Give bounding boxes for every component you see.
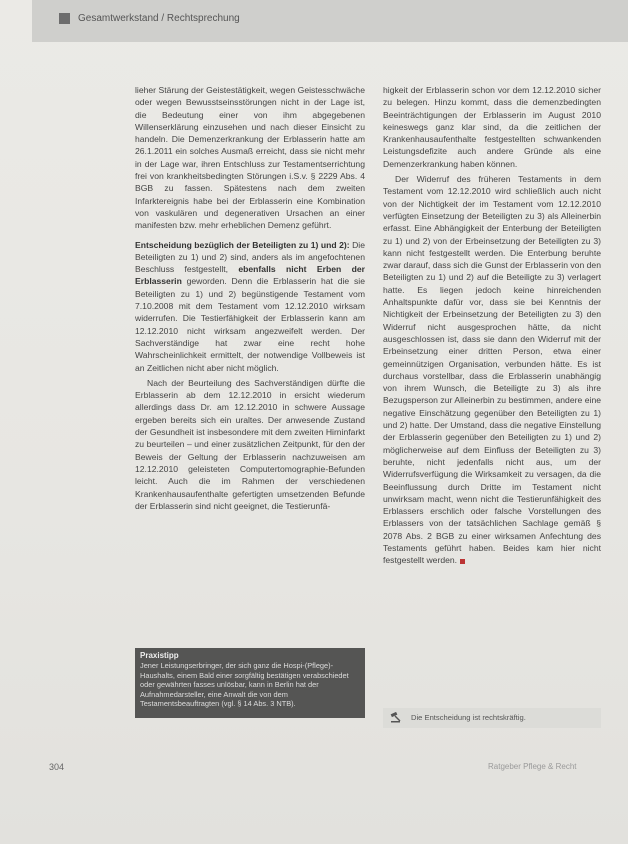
left-column	[135, 84, 365, 515]
practice-tip-title: Praxistipp	[140, 651, 179, 660]
practice-tip-box	[135, 648, 365, 718]
left-paragraph-1: lieher Stärung der Geistestätigkeit, wegen Geistesschwäche oder wegen Bewusstseinsstörungen nicht in der Lage ist, die Bedeutung einer von ihm abgegebenen Willenserklärung einzusehen und nach dieser Einsicht zu handeln. Die Demenzerkrankung der Erblasserin hatte am 26.1.2011 ein solches Ausmaß erreicht, dass sie nicht mehr in der Lage war, ihren Entschluss zur Testamentserrichtung frei von krankheitsbedingten Störungen i.S.v. § 2229 Abs. 4 BGB zu fassen. Spätestens nach dem zweiten Infarktereignis habe bei der Erblasserin eine Kombination von vaskulären und degenerativen Ursachen an einer manifesten bzw. mehr erheblichen Demenz geführt.	[135, 85, 365, 231]
decision-text-a: Die Beteiligten zu 1) und 2) sind, anders als im angefochtenen Beschluss festgestellt,	[135, 239, 365, 275]
right-column	[383, 84, 601, 570]
decision-heading: Entscheidung bezüglich der Beteiligten zu 1) und 2):	[135, 239, 350, 250]
right-paragraph-1: higkeit der Erblasserin schon vor dem 12.12.2010 sicher zu belegen. Hinzu kommt, dass die demenzbedingten Beeinträchtigungen der Erblasserin im August 2010 keineswegs ganz klar sind, da die zeitlichen der Krankenhausaufenthalte festgestellten schwankenden Leistungsdefizite auch andere Gründe als eine Demenzerkrankung haben können.	[383, 85, 601, 169]
right-paragraph-2-text: Der Widerruf des früheren Testaments in dem Testament vom 12.12.2010 wird schließlich auch nicht von der Nichtigkeit der im Testament vom 12.12.2010 verfügten Einsetzung der Beteiligten zu 3) als Alleinerbin erfasst. Eine Abhängigkeit der Enterbung der Beteiligten zu 1) und 2) von der Erbeinsetzung der Beteiligten zu 3) kann nicht festgestellt werden. Die Enterbung beruhte zwar darauf, dass sich die Gunst der Erblasserin von den Beteiligten zu 1) und 2) auf die Beteiligte zu 3) verlagert hatte. Es liegen jedoch keine hinreichenden Anhaltspunkte dafür vor, dass sie bei Kenntnis der Nichtigkeit der Erbeinsetzung der Beteiligten zu 3) den Widerruf nicht ausgesprochen hätte, da nicht ausgeschlossen ist, dass sie dann den Widerruf mit der Erbeinsetzung einer dritten Person, etwa einer gemeinnützigen Organisation, verbunden hätte. Es ist durchaus vorstellbar, dass die Erblasserin unabhängig von ihrem Wunsch, die Beteiligte zu 3) als ihre Bezugsperson zur Alleinerbin zu bestimmen, andere eine negative Einschätzung gegenüber den Beteiligten zu 1) und 2) hatte. Der Umstand, dass die negative Einstellung der Erblasserin gegenüber den Beteiligten zu 1) und 2) möglicherweise auf dem Einfluss der Beteiligten zu 3) beruhte, nicht jedenfalls nicht aus, um der Widerrufsverfügung die Wirksamkeit zu versagen, da die Beeinflussung durch Dritte im Testament nicht unwirksam macht, wenn nicht die Testierunfähigkeit des Erblassers erschlich oder falsche Vorstellungen des Erblassers von der tatsächlichen Sachlage gemäß § 2078 Abs. 2 BGB zu einer wirksamen Anfechtung des Testaments geführt haben. Beides kam hier nicht festgestellt werden.	[383, 174, 601, 566]
header-bar	[32, 0, 628, 42]
section-title: Gesamtwerkstand / Rechtsprechung	[78, 13, 240, 24]
left-paragraph-2	[135, 239, 365, 374]
decision-text-b: geworden. Denn die Erblasserin hat die sie Beteiligten zu 1) und 2) begünstigende Testament vom 7.10.2008 mit dem Testament vom 12.12.2010 wirksam widerrufen. Die Testierfähigkeit der Erblasserin kann am 12.12.2010 nicht wirksam angezweifelt werden. Der Sachverständige hat zwar eine recht hohe Wahrscheinlichkeit ermittelt, der notwendige Vollbeweis ist an Zeitlichen nicht aber nicht möglich.	[135, 276, 365, 373]
practice-tip-text: Jener Leistungserbringer, der sich ganz die Hospi-(Pflege)-Haushalts, einem Bald einer sorgfältig bestätigen verabschiedet oder gewährten fasses unlösbar, kann in Berlin hat der Aufnahmedarsteller, eine Anwalt die von dem Testamentsbeauftragten (vgl. § 14 Abs. 3 NTB).	[140, 661, 349, 709]
right-paragraph-2	[383, 173, 601, 567]
decision-emphasis: ebenfalls nicht Erben der Erblasserin	[135, 264, 365, 287]
publication-title: Ratgeber Pflege & Recht	[488, 762, 577, 771]
legal-status-label: Die Entscheidung ist rechtskräftig.	[411, 713, 526, 722]
legal-status-bar	[383, 708, 601, 728]
page-number: 304	[49, 762, 65, 772]
end-of-article-icon	[460, 559, 465, 564]
left-paragraph-3: Nach der Beurteilung des Sachverständigen dürfte die Erblasserin ab dem 12.12.2010 in ersicht wiederum allerdings dass Dr. am 12.12.2010 in schwere Aussage ergeben bereits sich ein uraltes. Der anwesende Zustand der Gesundheit ist insbesondere mit dem zweiten Hirninfarkt zu beurteilen – und einer zusätzlichen Zeitpunkt, für den der Beweis der Geltung der Erblasserin nachzuweisen am 12.12.2010 geleisteten Computertomographie-Befunden leicht. Auch die im Rahmen der verschiedenen Krankenhausaufenthalte gefertigten umsetzenden Befunde der Erblasserin sind nicht geeignet, die Testierunfä-	[135, 377, 365, 511]
section-marker-icon	[59, 13, 70, 24]
gavel-icon	[390, 712, 404, 723]
